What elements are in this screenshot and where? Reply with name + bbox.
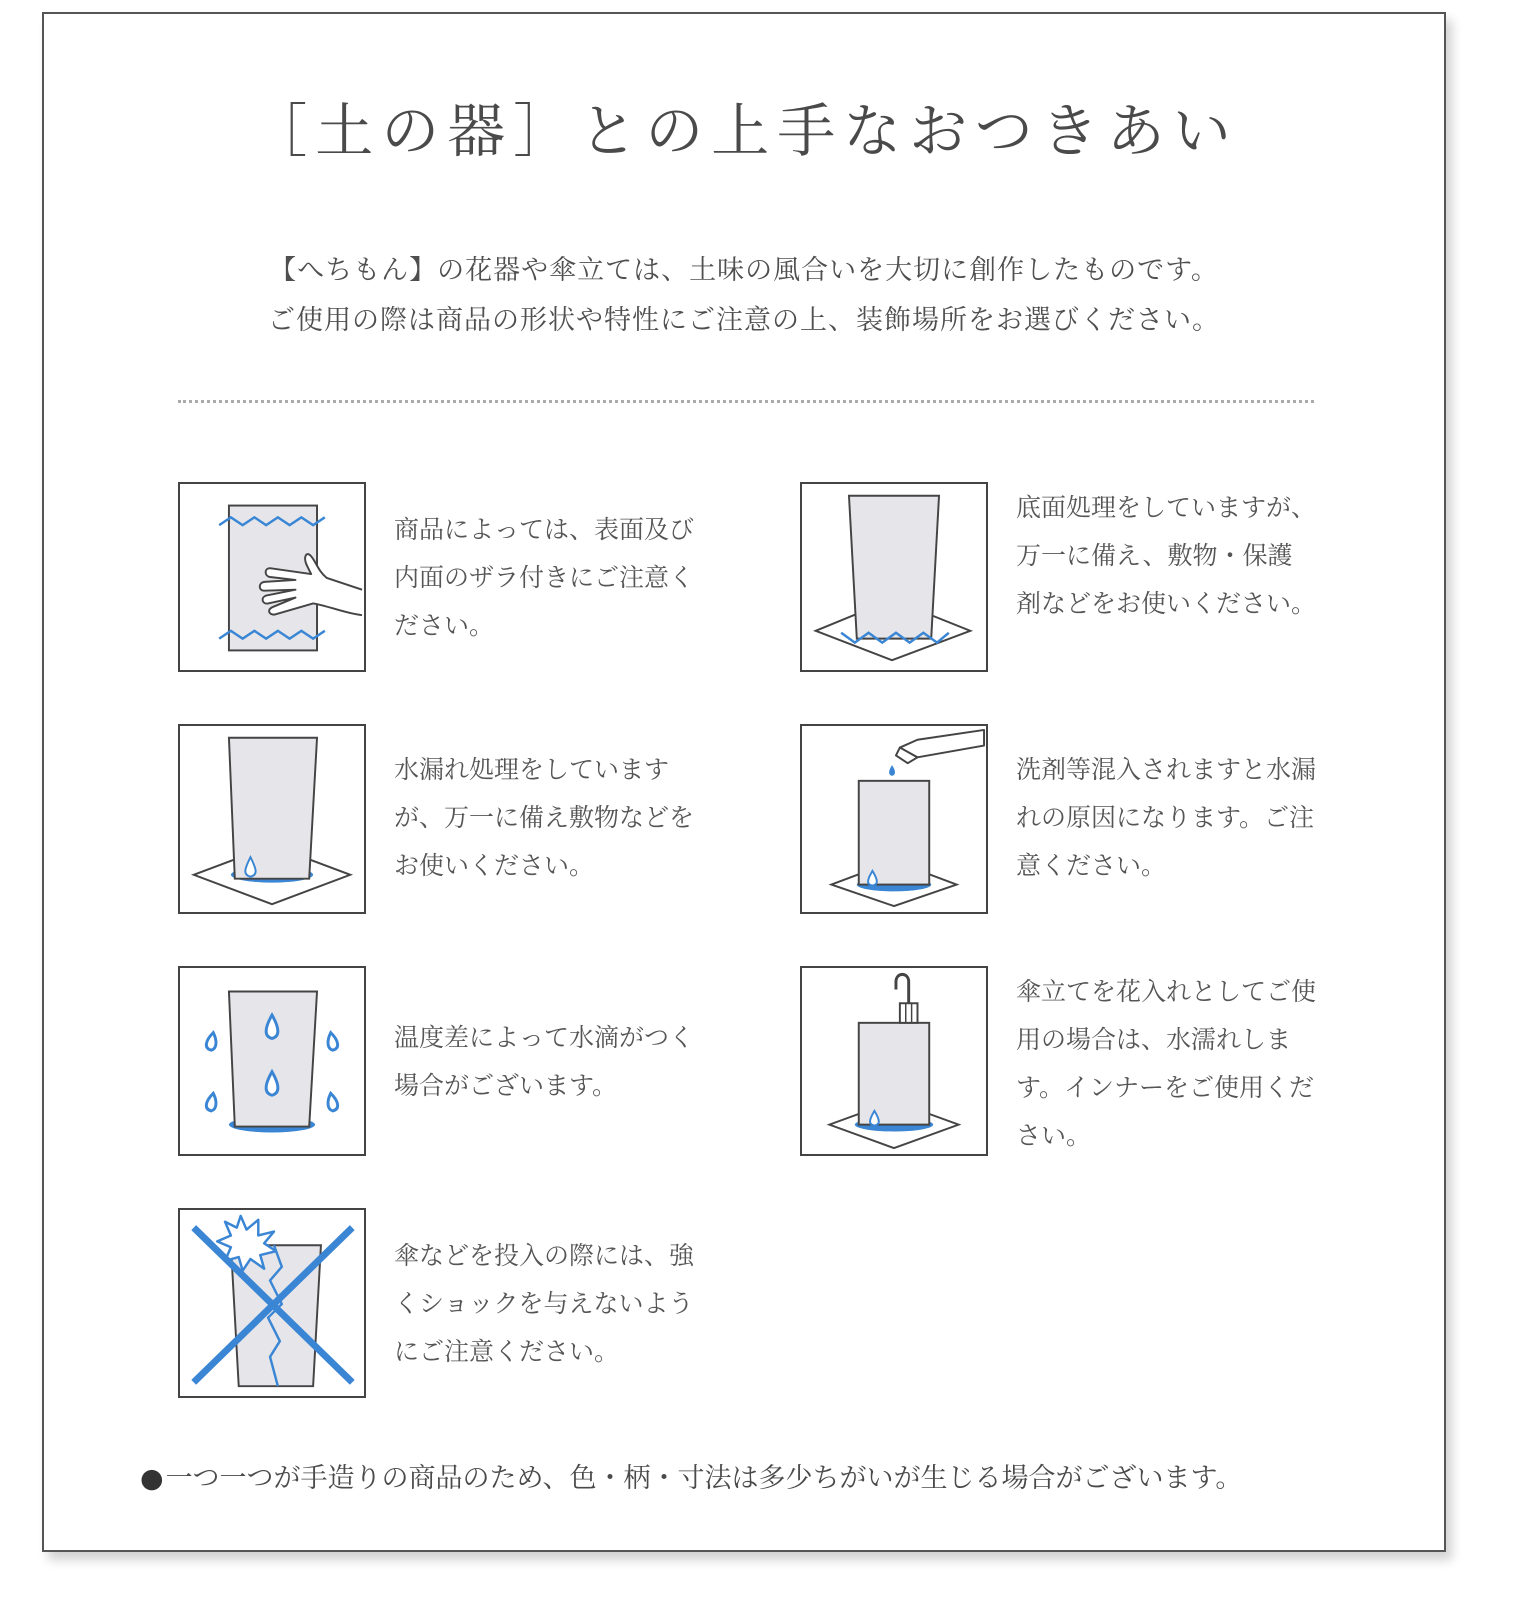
care-item-condensation [178, 966, 778, 1160]
handmade-notice [140, 1456, 1380, 1495]
base-treatment-icon [800, 482, 988, 672]
intro-line-2: ご使用の際は商品の形状や特性にご注意の上、装飾場所をお選びください。 [268, 305, 1220, 336]
water-leak-icon [178, 724, 366, 914]
care-item-rough-surface [178, 482, 778, 676]
care-item-text: 水漏れ処理をしていますが、万一に備え敷物などをお使いください。 [394, 755, 695, 880]
page-title: ［土の器］との上手なおつきあい [249, 97, 1239, 165]
shock-warning-icon [178, 1208, 366, 1398]
care-instructions-card [42, 12, 1446, 1552]
condensation-icon [178, 966, 366, 1156]
umbrella-stand-icon [800, 966, 988, 1156]
detergent-icon [800, 724, 988, 914]
care-item-text: 商品によっては、表面及び内面のザラ付きにご注意ください。 [394, 515, 695, 640]
rough-surface-hand-icon [178, 482, 366, 672]
care-item-text: 温度差によって水滴がつく場合がございます。 [394, 1023, 695, 1100]
intro-line-1: 【へちもん】の花器や傘立ては、土味の風合いを大切に創作したものです。 [269, 255, 1219, 286]
bullet-icon: ● [140, 1463, 164, 1494]
care-item-text: 底面処理をしていますが、万一に備え、敷物・保護剤などをお使いください。 [1016, 493, 1317, 618]
care-item-text: 傘などを投入の際には、強くショックを与えないようにご注意ください。 [394, 1241, 695, 1366]
care-item-shock-warning [178, 1208, 778, 1402]
care-item-base-treatment [800, 482, 1400, 676]
handmade-notice-text: 一つ一つが手造りの商品のため、色・柄・寸法は多少ちがいが生じる場合がございます。 [165, 1463, 1243, 1494]
dotted-divider [178, 400, 1314, 403]
care-item-umbrella-stand [800, 966, 1400, 1160]
care-item-text: 傘立てを花入れとしてご使用の場合は、水濡れします。インナーをご使用ください。 [1016, 977, 1317, 1150]
intro-text [44, 246, 1444, 346]
care-item-water-leak [178, 724, 778, 918]
care-item-detergent [800, 724, 1400, 918]
care-item-text: 洗剤等混入されますと水漏れの原因になります。ご注意ください。 [1016, 755, 1317, 880]
